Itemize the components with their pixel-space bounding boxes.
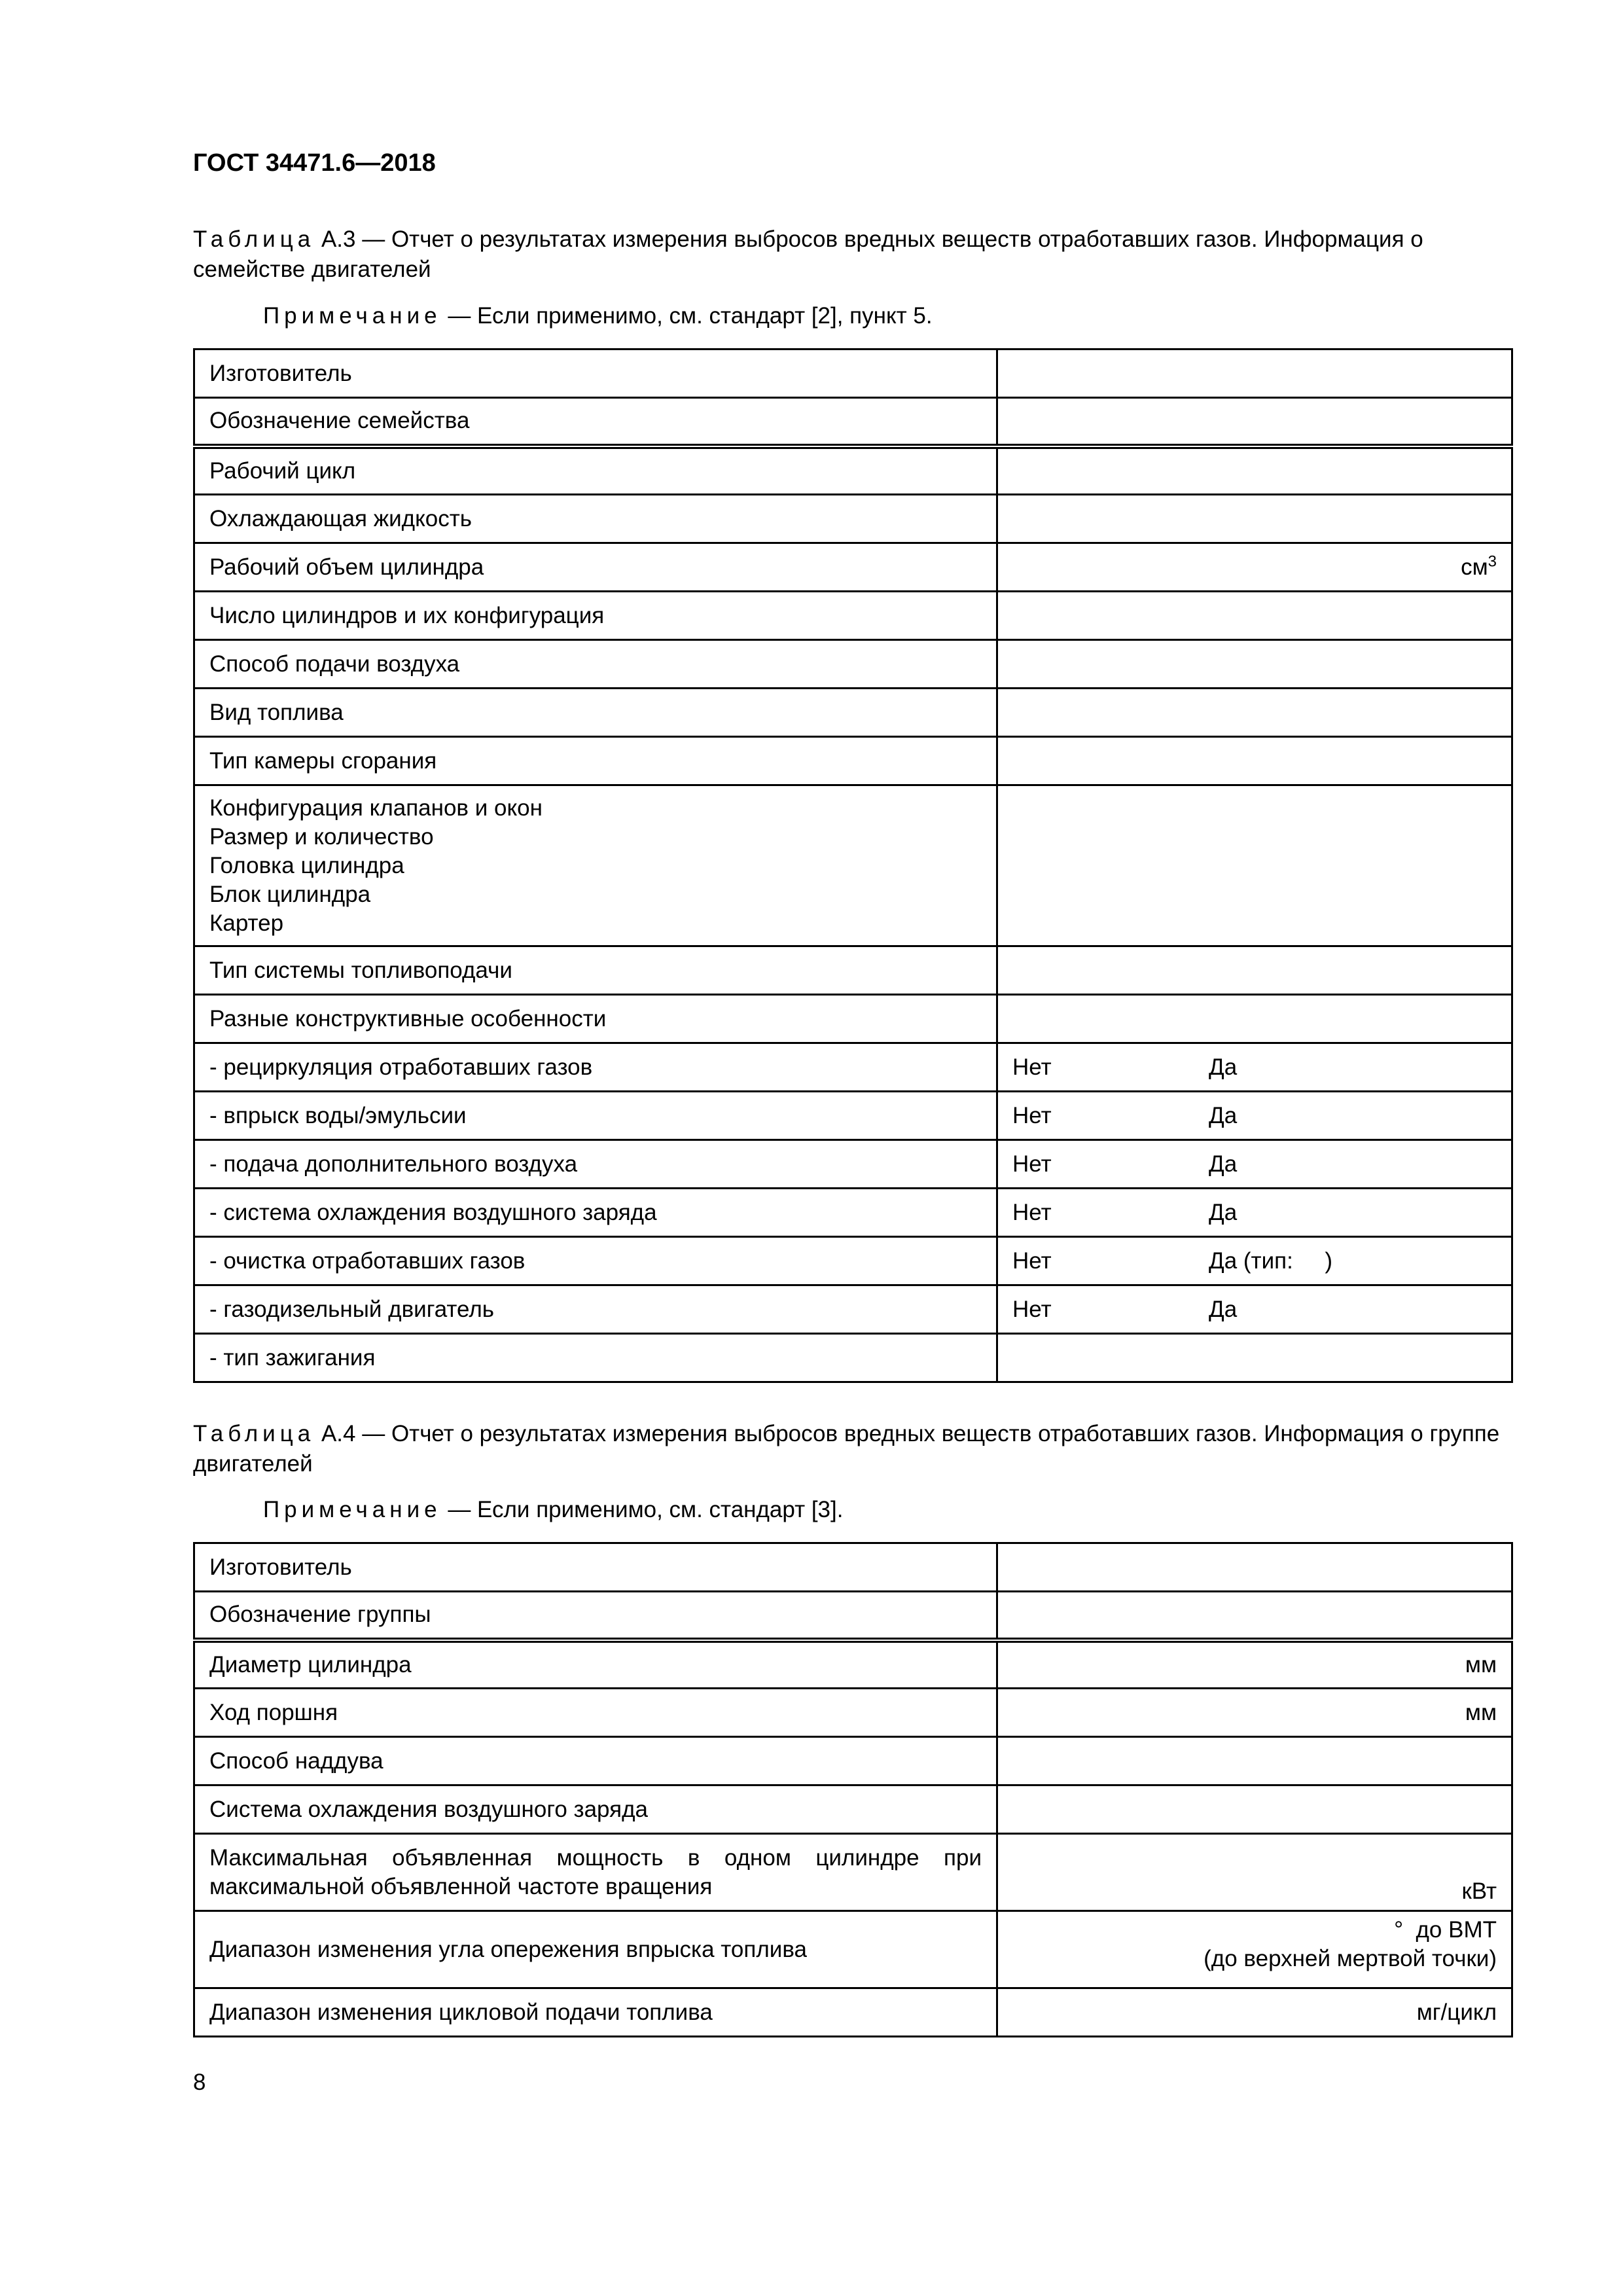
table-row: [194, 592, 1512, 640]
option-yes: Да: [1209, 1102, 1238, 1128]
table-a3-caption-word: Таблица: [193, 226, 315, 252]
option-yes-type: Да (тип: ): [1209, 1247, 1333, 1274]
table-row: [194, 495, 1512, 543]
table-a3-caption-text: А.3 — Отчет о результатах измерения выбросов вредных веществ отработавших газов. Информация о семействе двигателей: [193, 226, 1423, 282]
option-yes: Да: [1209, 1199, 1238, 1225]
value-cell-egr: [997, 1043, 1512, 1092]
value-cell-additional-air: [997, 1140, 1512, 1189]
row-label-ignition-type: - тип зажигания: [194, 1334, 997, 1382]
value-cell-charge-air-cooling: [997, 1785, 1512, 1834]
value-cell-fuel-delivery: мг/цикл: [997, 1988, 1512, 2037]
value-cell-charge-air-cooling: [997, 1189, 1512, 1237]
table-a3-note: [263, 301, 933, 331]
row-label-egr: - рециркуляция отработавших газов: [194, 1043, 997, 1092]
row-label-working-cycle: Рабочий цикл: [194, 446, 997, 495]
table-a4-caption: [193, 1419, 1512, 1479]
valves-line: Картер: [209, 910, 284, 936]
value-cell-cylinders: [997, 592, 1512, 640]
row-label-bore: Диаметр цилиндра: [194, 1640, 997, 1689]
option-yes: Да: [1209, 1151, 1238, 1177]
valves-line: Конфигурация клапанов и окон: [209, 795, 543, 821]
value-cell-bore: мм: [997, 1640, 1512, 1689]
row-label-cylinders: Число цилиндров и их конфигурация: [194, 592, 997, 640]
value-cell-boost-method: [997, 1737, 1512, 1785]
table-row: [194, 946, 1512, 995]
row-label-displacement: Рабочий объем цилиндра: [194, 543, 997, 592]
table-row: [194, 446, 1512, 495]
table-row: [194, 1334, 1512, 1382]
row-label-family-designation: Обозначение семейства: [194, 398, 997, 446]
row-label-charge-air-cooling: Система охлаждения воздушного заряда: [194, 1785, 997, 1834]
table-row: [194, 398, 1512, 446]
table-row: [194, 785, 1512, 946]
table-row: [194, 995, 1512, 1043]
value-cell-fuel-system: [997, 946, 1512, 995]
option-yes: Да: [1209, 1054, 1238, 1080]
table-row: [194, 1834, 1512, 1911]
value-cell-combustion-chamber: [997, 737, 1512, 785]
value-cell-working-cycle: [997, 446, 1512, 495]
table-row: [194, 640, 1512, 689]
table-row: [194, 689, 1512, 737]
value-cell-dual-fuel: [997, 1285, 1512, 1334]
row-label-manufacturer: Изготовитель: [194, 1543, 997, 1592]
table-row: [194, 1237, 1512, 1285]
value-cell-coolant: [997, 495, 1512, 543]
table-row: [194, 543, 1512, 592]
table-row: [194, 1543, 1512, 1592]
option-no: Нет: [1012, 1247, 1052, 1274]
row-label-fuel-type: Вид топлива: [194, 689, 997, 737]
row-label-valves: [194, 785, 997, 946]
table-a3-caption: [193, 224, 1512, 285]
engine-group-table: [193, 1542, 1513, 2037]
value-cell-design-features: [997, 995, 1512, 1043]
table-a4-note-word: Примечание: [263, 1497, 442, 1522]
row-label-design-features: Разные конструктивные особенности: [194, 995, 997, 1043]
injection-timing-unit-note: (до верхней мертвой точки): [1204, 1946, 1497, 1971]
value-cell-valves: [997, 785, 1512, 946]
value-cell-max-power: кВт: [997, 1834, 1512, 1911]
table-row: [194, 1689, 1512, 1737]
table-row: [194, 1911, 1512, 1988]
value-cell-injection-timing: [997, 1911, 1512, 1988]
row-label-additional-air: - подача дополнительного воздуха: [194, 1140, 997, 1189]
table-row: [194, 350, 1512, 398]
table-a4-note-text: — Если применимо, см. стандарт [3].: [441, 1497, 844, 1522]
value-cell-fuel-type: [997, 689, 1512, 737]
row-label-combustion-chamber: Тип камеры сгорания: [194, 737, 997, 785]
row-label-boost-method: Способ наддува: [194, 1737, 997, 1785]
unit-cm3-superscript: 3: [1488, 552, 1497, 570]
value-cell-exhaust-aftertreatment: [997, 1237, 1512, 1285]
valves-line: Блок цилиндра: [209, 881, 371, 907]
option-no: Нет: [1012, 1296, 1052, 1322]
table-a4-note: [263, 1495, 843, 1525]
table-row: [194, 1043, 1512, 1092]
table-a3-note-text: — Если применимо, см. стандарт [2], пункт 5.: [441, 303, 933, 329]
table-row: [194, 737, 1512, 785]
table-row: [194, 1285, 1512, 1334]
row-label-manufacturer: Изготовитель: [194, 350, 997, 398]
unit-cm3: см: [1461, 554, 1488, 580]
valves-line: Головка цилиндра: [209, 852, 404, 878]
standard-code: ГОСТ 34471.6—2018: [193, 149, 436, 177]
table-a3-note-word: Примечание: [263, 303, 442, 329]
value-cell-ignition-type: [997, 1334, 1512, 1382]
value-cell-air-supply: [997, 640, 1512, 689]
value-cell-manufacturer: [997, 1543, 1512, 1592]
table-a4-caption-text: А.4 — Отчет о результатах измерения выбросов вредных веществ отработавших газов. Информация о группе двигателей: [193, 1421, 1500, 1477]
option-yes: Да: [1209, 1296, 1238, 1322]
row-label-air-supply: Способ подачи воздуха: [194, 640, 997, 689]
option-no: Нет: [1012, 1054, 1052, 1080]
value-cell-manufacturer: [997, 350, 1512, 398]
table-a4-caption-word: Таблица: [193, 1421, 315, 1446]
row-label-water-injection: - впрыск воды/эмульсии: [194, 1092, 997, 1140]
valves-line: Размер и количество: [209, 823, 434, 850]
table-row: [194, 1189, 1512, 1237]
table-row: [194, 1640, 1512, 1689]
row-label-fuel-delivery: Диапазон изменения цикловой подачи топлива: [194, 1988, 997, 2037]
table-row: [194, 1785, 1512, 1834]
table-row: [194, 1592, 1512, 1640]
row-label-group-designation: Обозначение группы: [194, 1592, 997, 1640]
row-label-max-power: Максимальная объявленная мощность в одном цилиндре при максимальной объявленной частоте вращения: [194, 1834, 997, 1911]
table-row: [194, 1737, 1512, 1785]
value-cell-stroke: мм: [997, 1689, 1512, 1737]
value-cell-family-designation: [997, 398, 1512, 446]
value-cell-group-designation: [997, 1592, 1512, 1640]
row-label-dual-fuel: - газодизельный двигатель: [194, 1285, 997, 1334]
table-row: [194, 1092, 1512, 1140]
option-no: Нет: [1012, 1102, 1052, 1128]
row-label-charge-air-cooling: - система охлаждения воздушного заряда: [194, 1189, 997, 1237]
injection-timing-unit: ° до ВМТ: [1394, 1917, 1497, 1943]
page-number: 8: [193, 2070, 206, 2095]
table-row: [194, 1140, 1512, 1189]
option-no: Нет: [1012, 1151, 1052, 1177]
row-label-fuel-system: Тип системы топливоподачи: [194, 946, 997, 995]
value-cell-water-injection: [997, 1092, 1512, 1140]
row-label-injection-timing: Диапазон изменения угла опережения впрыска топлива: [194, 1911, 997, 1988]
row-label-stroke: Ход поршня: [194, 1689, 997, 1737]
row-label-exhaust-aftertreatment: - очистка отработавших газов: [194, 1237, 997, 1285]
engine-family-table: [193, 348, 1513, 1383]
table-row: [194, 1988, 1512, 2037]
row-label-coolant: Охлаждающая жидкость: [194, 495, 997, 543]
option-no: Нет: [1012, 1199, 1052, 1225]
value-cell-displacement: [997, 543, 1512, 592]
